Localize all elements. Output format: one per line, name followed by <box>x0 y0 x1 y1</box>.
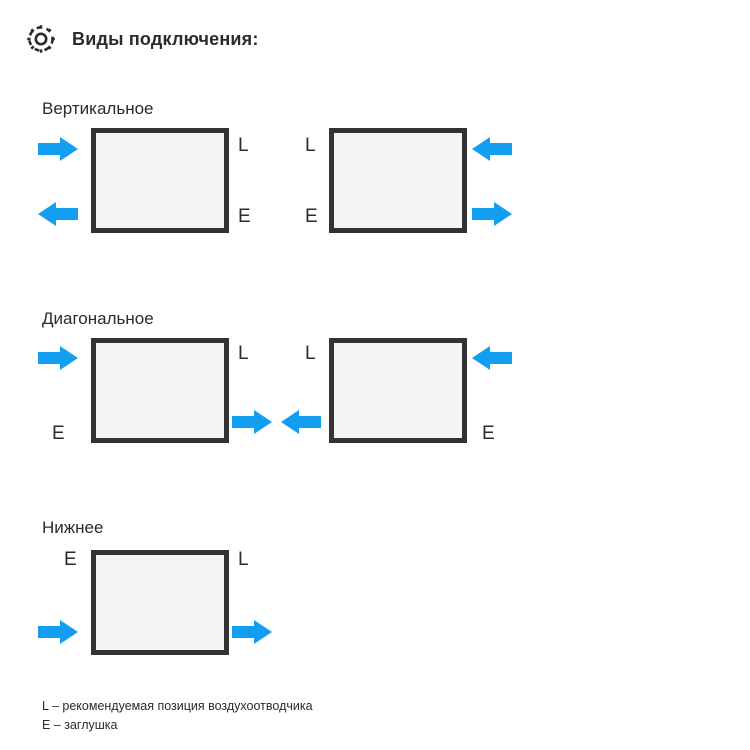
outlet-arrow-diagonal-left <box>232 408 272 436</box>
legend-line-L: L – рекомендуемая позиция воздухоотводчика <box>42 699 313 713</box>
marker-L-vertical-right: L <box>305 135 316 156</box>
marker-E-bottom-center: E <box>64 549 77 570</box>
gear-icon <box>24 22 58 56</box>
marker-E-vertical-right: E <box>305 206 318 227</box>
radiator-bottom-center <box>91 550 229 655</box>
legend-line-E: E – заглушка <box>42 718 118 732</box>
group-label-bottom: Нижнее <box>42 518 104 537</box>
marker-E-vertical-left: E <box>238 206 251 227</box>
inlet-arrow-vertical-right <box>472 135 512 163</box>
radiator-diagonal-left <box>91 338 229 443</box>
radiator-vertical-right <box>329 128 467 233</box>
marker-E-diagonal-left: E <box>52 423 65 444</box>
inlet-arrow-bottom-center <box>38 618 78 646</box>
inlet-arrow-diagonal-left <box>38 344 78 372</box>
marker-L-vertical-left: L <box>238 135 249 156</box>
marker-L-diagonal-left: L <box>238 343 249 364</box>
outlet-arrow-bottom-center <box>232 618 272 646</box>
group-label-diagonal: Диагональное <box>42 309 154 328</box>
marker-L-diagonal-right: L <box>305 343 316 364</box>
outlet-arrow-diagonal-right <box>281 408 321 436</box>
outlet-arrow-vertical-right <box>472 200 512 228</box>
marker-E-diagonal-right: E <box>482 423 495 444</box>
marker-L-bottom-center: L <box>238 549 249 570</box>
legend <box>42 697 313 735</box>
group-label-vertical: Вертикальное <box>42 99 154 118</box>
inlet-arrow-vertical-left <box>38 135 78 163</box>
page-title: Виды подключения: <box>72 28 259 49</box>
radiator-vertical-left <box>91 128 229 233</box>
inlet-arrow-diagonal-right <box>472 344 512 372</box>
header <box>24 22 259 56</box>
outlet-arrow-vertical-left <box>38 200 78 228</box>
radiator-diagonal-right <box>329 338 467 443</box>
